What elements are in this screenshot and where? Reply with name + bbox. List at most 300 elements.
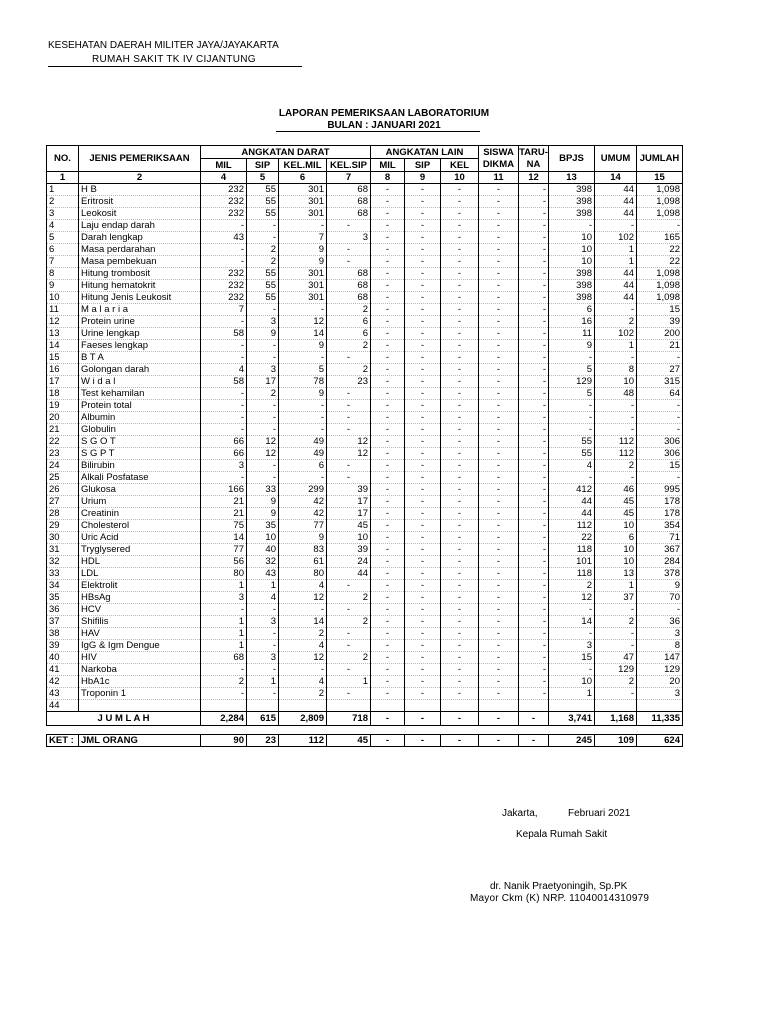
col-jenis: JENIS PEMERIKSAAN [79, 146, 201, 172]
cell-value: - [479, 244, 519, 256]
cell-value: 44 [549, 496, 595, 508]
cell-no: 11 [47, 304, 79, 316]
table-row [47, 292, 683, 304]
cell-value: - [201, 340, 247, 352]
cell-value: - [371, 352, 405, 364]
cell-value: - [371, 460, 405, 472]
cell-value: 61 [279, 556, 327, 568]
cell-value: - [371, 412, 405, 424]
cell-value: - [371, 316, 405, 328]
cell-value: 3 [247, 616, 279, 628]
cell-value: - [441, 568, 479, 580]
cell-value: - [405, 604, 441, 616]
cell-value [405, 700, 441, 712]
cell-jenis: Golongan darah [79, 364, 201, 376]
cell-value: 44 [595, 292, 637, 304]
cell-value: 1,098 [637, 208, 683, 220]
cell-value: 306 [637, 436, 683, 448]
cell-value: - [519, 280, 549, 292]
cell-value: 232 [201, 184, 247, 196]
cell-jenis: Troponin 1 [79, 688, 201, 700]
cell-value: 66 [201, 436, 247, 448]
ket-sublabel: JML ORANG [79, 735, 201, 747]
ket-value: - [441, 735, 479, 747]
cell-value: 78 [279, 376, 327, 388]
table-row [47, 232, 683, 244]
cell-no: 26 [47, 484, 79, 496]
cell-value: 367 [637, 544, 683, 556]
cell-value: - [519, 388, 549, 400]
cell-no: 30 [47, 532, 79, 544]
cell-value: 9 [279, 256, 327, 268]
cell-value: - [441, 220, 479, 232]
ket-value: 90 [201, 735, 247, 747]
cell-value: - [371, 184, 405, 196]
cell-value: - [371, 244, 405, 256]
cell-value: 301 [279, 292, 327, 304]
total-value: 2,284 [201, 712, 247, 726]
cell-value: - [371, 376, 405, 388]
cell-value: 147 [637, 652, 683, 664]
table-row [47, 604, 683, 616]
cell-value: - [479, 208, 519, 220]
cell-value: - [405, 304, 441, 316]
cell-value: 1 [327, 676, 371, 688]
signature-place: Jakarta, [502, 808, 538, 819]
cell-value: - [595, 400, 637, 412]
col-taruna: TARU- [519, 146, 548, 158]
cell-no: 1 [47, 184, 79, 196]
cell-value [479, 700, 519, 712]
cell-value: - [327, 352, 371, 364]
cell-value: - [595, 304, 637, 316]
cell-no: 2 [47, 196, 79, 208]
cell-value: - [279, 352, 327, 364]
cell-value: - [479, 424, 519, 436]
cell-no: 22 [47, 436, 79, 448]
cell-value: 101 [549, 556, 595, 568]
cell-value: - [405, 448, 441, 460]
table-row [47, 256, 683, 268]
col-al-kel: KEL [441, 159, 479, 172]
col-bpjs: BPJS [549, 146, 595, 172]
cell-value: 13 [595, 568, 637, 580]
cell-value: - [441, 232, 479, 244]
cell-jenis [79, 700, 201, 712]
cell-value: 10 [595, 556, 637, 568]
cell-value: 22 [637, 244, 683, 256]
table-row [47, 388, 683, 400]
cell-jenis: Bilirubin [79, 460, 201, 472]
cell-value: - [327, 460, 371, 472]
cell-value: 68 [201, 652, 247, 664]
ket-value: 109 [595, 735, 637, 747]
cell-jenis: Faeses lengkap [79, 340, 201, 352]
table-row [47, 676, 683, 688]
cell-no: 10 [47, 292, 79, 304]
cell-value: - [371, 568, 405, 580]
table-row [47, 556, 683, 568]
cell-no: 43 [47, 688, 79, 700]
cell-value: - [441, 616, 479, 628]
cell-value: 14 [549, 616, 595, 628]
ket-value: 245 [549, 735, 595, 747]
cell-value: 77 [201, 544, 247, 556]
cell-value: 55 [247, 292, 279, 304]
cell-value: 301 [279, 280, 327, 292]
cell-value: - [519, 532, 549, 544]
cell-value: 6 [549, 304, 595, 316]
table-row [47, 400, 683, 412]
cell-value: - [441, 496, 479, 508]
cell-value: - [549, 664, 595, 676]
table-row [47, 280, 683, 292]
cell-no: 40 [47, 652, 79, 664]
cell-value: 1 [201, 580, 247, 592]
cell-value: 2 [327, 340, 371, 352]
cell-value: - [441, 652, 479, 664]
table-row [47, 364, 683, 376]
cell-value: - [441, 304, 479, 316]
cell-value: - [519, 328, 549, 340]
cell-value: 2 [247, 256, 279, 268]
column-number: 2 [79, 172, 201, 184]
cell-value: - [519, 496, 549, 508]
cell-value: - [549, 472, 595, 484]
col-jumlah: JUMLAH [637, 146, 683, 172]
col-no: NO. [47, 146, 79, 172]
cell-value: 102 [595, 328, 637, 340]
cell-value: 55 [247, 196, 279, 208]
cell-jenis: H B [79, 184, 201, 196]
ket-value: 23 [247, 735, 279, 747]
cell-value: 301 [279, 184, 327, 196]
cell-value: 64 [637, 388, 683, 400]
column-number: 12 [519, 172, 549, 184]
cell-value: - [327, 256, 371, 268]
cell-value: - [247, 412, 279, 424]
cell-value: - [441, 364, 479, 376]
cell-value: - [441, 628, 479, 640]
cell-value: - [405, 184, 441, 196]
cell-value: - [371, 292, 405, 304]
cell-value: - [479, 460, 519, 472]
cell-value: - [371, 208, 405, 220]
cell-value: 55 [247, 184, 279, 196]
cell-no: 20 [47, 412, 79, 424]
cell-value: - [519, 400, 549, 412]
cell-value: - [327, 628, 371, 640]
cell-value: - [371, 592, 405, 604]
cell-value: - [201, 256, 247, 268]
cell-jenis: Masa pembekuan [79, 256, 201, 268]
cell-value: - [405, 424, 441, 436]
cell-value: 1 [247, 676, 279, 688]
cell-value: - [327, 604, 371, 616]
cell-value: 36 [637, 616, 683, 628]
cell-value: 232 [201, 208, 247, 220]
cell-value: - [371, 484, 405, 496]
cell-value: - [479, 388, 519, 400]
cell-value: 232 [201, 196, 247, 208]
cell-value: - [519, 556, 549, 568]
col-angkatan-lain: ANGKATAN LAIN [371, 146, 479, 159]
cell-jenis: Hitung trombosit [79, 268, 201, 280]
cell-value: - [595, 604, 637, 616]
cell-value: 2 [327, 616, 371, 628]
cell-value: - [405, 520, 441, 532]
cell-value: - [247, 688, 279, 700]
cell-value: - [479, 520, 519, 532]
table-row [47, 424, 683, 436]
total-value: 11,335 [637, 712, 683, 726]
col-angkatan-darat: ANGKATAN DARAT [201, 146, 371, 159]
cell-value: 49 [279, 448, 327, 460]
cell-value: - [519, 220, 549, 232]
cell-value: - [549, 628, 595, 640]
cell-value: - [519, 544, 549, 556]
cell-value: 55 [549, 436, 595, 448]
col-siswa-sub: DIKMA [479, 159, 519, 172]
cell-value: - [247, 220, 279, 232]
cell-value: - [371, 640, 405, 652]
cell-value: 9 [279, 244, 327, 256]
column-number: 4 [201, 172, 247, 184]
table-row [47, 508, 683, 520]
cell-value: - [441, 484, 479, 496]
cell-value: 4 [549, 460, 595, 472]
cell-value: 24 [327, 556, 371, 568]
table-row [47, 328, 683, 340]
cell-value: 4 [279, 640, 327, 652]
cell-value: - [479, 544, 519, 556]
cell-value: - [595, 412, 637, 424]
cell-value: 129 [637, 664, 683, 676]
cell-value: 2 [595, 316, 637, 328]
cell-value: - [479, 448, 519, 460]
cell-value: - [479, 436, 519, 448]
cell-value: - [595, 220, 637, 232]
cell-value: - [405, 652, 441, 664]
cell-value: - [549, 424, 595, 436]
cell-value: - [479, 580, 519, 592]
cell-value: - [327, 664, 371, 676]
cell-value: 21 [201, 496, 247, 508]
cell-value: 22 [637, 256, 683, 268]
cell-value [637, 700, 683, 712]
cell-value: 3 [201, 592, 247, 604]
cell-value: - [405, 196, 441, 208]
cell-value: - [441, 208, 479, 220]
cell-value: 2 [279, 628, 327, 640]
cell-value: 306 [637, 448, 683, 460]
cell-value: - [405, 472, 441, 484]
total-value: - [519, 712, 549, 726]
cell-value: - [595, 352, 637, 364]
cell-value: 3 [637, 628, 683, 640]
cell-value: 2 [279, 688, 327, 700]
cell-value: - [405, 316, 441, 328]
cell-no: 19 [47, 400, 79, 412]
cell-value: - [441, 532, 479, 544]
cell-value: - [371, 364, 405, 376]
cell-value: 1 [595, 340, 637, 352]
cell-value: - [441, 448, 479, 460]
cell-value: - [519, 688, 549, 700]
col-umum: UMUM [595, 146, 637, 172]
cell-value: - [371, 616, 405, 628]
cell-value: 284 [637, 556, 683, 568]
cell-value: 3 [247, 364, 279, 376]
cell-value: 33 [247, 484, 279, 496]
total-value: 2,809 [279, 712, 327, 726]
table-row [47, 412, 683, 424]
cell-value: 200 [637, 328, 683, 340]
cell-value: 2 [247, 244, 279, 256]
cell-value: - [247, 472, 279, 484]
cell-no: 3 [47, 208, 79, 220]
cell-jenis: Darah lengkap [79, 232, 201, 244]
cell-value: 10 [549, 676, 595, 688]
hospital-underline [48, 66, 302, 67]
cell-jenis: Protein urine [79, 316, 201, 328]
cell-value: 12 [327, 448, 371, 460]
cell-value: 68 [327, 280, 371, 292]
cell-value: 56 [201, 556, 247, 568]
cell-value: - [405, 400, 441, 412]
cell-value: 39 [327, 544, 371, 556]
cell-value: - [279, 400, 327, 412]
cell-value: - [441, 592, 479, 604]
cell-jenis: Leokosit [79, 208, 201, 220]
column-number: 10 [441, 172, 479, 184]
cell-value: - [441, 244, 479, 256]
cell-value: 398 [549, 208, 595, 220]
cell-value: - [519, 460, 549, 472]
column-number: 13 [549, 172, 595, 184]
column-number: 5 [247, 172, 279, 184]
cell-value: - [549, 400, 595, 412]
cell-value: - [441, 340, 479, 352]
cell-value: - [479, 484, 519, 496]
cell-value: 398 [549, 292, 595, 304]
cell-value: - [405, 556, 441, 568]
cell-value: 178 [637, 496, 683, 508]
cell-value: - [441, 196, 479, 208]
cell-value: - [519, 676, 549, 688]
ket-label: KET : [47, 735, 79, 747]
cell-value: 32 [247, 556, 279, 568]
cell-value: - [201, 388, 247, 400]
total-row [47, 712, 683, 726]
cell-value: 68 [327, 268, 371, 280]
cell-value: 1 [595, 580, 637, 592]
cell-value: 3 [247, 652, 279, 664]
cell-value: - [405, 484, 441, 496]
cell-no: 18 [47, 388, 79, 400]
cell-jenis: Urine lengkap [79, 328, 201, 340]
table-row [47, 580, 683, 592]
cell-value [519, 700, 549, 712]
cell-value: - [247, 640, 279, 652]
cell-value: 1 [247, 580, 279, 592]
cell-value: - [201, 688, 247, 700]
cell-value: - [441, 508, 479, 520]
cell-value: 45 [595, 508, 637, 520]
cell-value: 4 [279, 580, 327, 592]
signatory-name: dr. Nanik Praetyoningih, Sp.PK [490, 881, 628, 892]
cell-value: - [405, 616, 441, 628]
cell-no: 12 [47, 316, 79, 328]
cell-value: 129 [595, 664, 637, 676]
cell-value: - [371, 328, 405, 340]
cell-value: 2 [549, 580, 595, 592]
cell-value: 45 [595, 496, 637, 508]
cell-value: - [479, 280, 519, 292]
cell-value: - [479, 268, 519, 280]
cell-value: 17 [327, 496, 371, 508]
cell-value: - [405, 664, 441, 676]
cell-value: 37 [595, 592, 637, 604]
cell-value [247, 700, 279, 712]
ket-value: 45 [327, 735, 371, 747]
cell-value: - [405, 592, 441, 604]
cell-value: - [405, 580, 441, 592]
cell-value: - [327, 688, 371, 700]
cell-value: - [247, 304, 279, 316]
cell-value: - [595, 424, 637, 436]
cell-value: - [371, 508, 405, 520]
cell-value: 46 [595, 484, 637, 496]
cell-value: - [247, 340, 279, 352]
cell-value: - [327, 640, 371, 652]
cell-value: - [519, 292, 549, 304]
table-row [47, 316, 683, 328]
cell-value: 49 [279, 436, 327, 448]
cell-value: - [479, 628, 519, 640]
cell-value: 10 [595, 544, 637, 556]
cell-value: 15 [549, 652, 595, 664]
table-row [47, 376, 683, 388]
cell-value: 2 [327, 364, 371, 376]
cell-value: 118 [549, 544, 595, 556]
cell-value: - [479, 232, 519, 244]
cell-value: - [441, 580, 479, 592]
ket-value: - [371, 735, 405, 747]
lab-report-table [46, 145, 683, 747]
table-row [47, 436, 683, 448]
cell-value: 112 [549, 520, 595, 532]
cell-value [279, 700, 327, 712]
cell-value: 44 [549, 508, 595, 520]
cell-value: - [405, 688, 441, 700]
cell-value: - [519, 520, 549, 532]
cell-value: - [479, 496, 519, 508]
cell-value: - [371, 400, 405, 412]
cell-value: - [479, 352, 519, 364]
table-row [47, 352, 683, 364]
cell-value: 1,098 [637, 184, 683, 196]
cell-value: 16 [549, 316, 595, 328]
cell-value: 35 [247, 520, 279, 532]
table-row [47, 220, 683, 232]
cell-value: 5 [549, 364, 595, 376]
cell-value: 3 [549, 640, 595, 652]
cell-value: 27 [637, 364, 683, 376]
cell-no: 4 [47, 220, 79, 232]
cell-value: - [519, 316, 549, 328]
cell-value: - [637, 352, 683, 364]
